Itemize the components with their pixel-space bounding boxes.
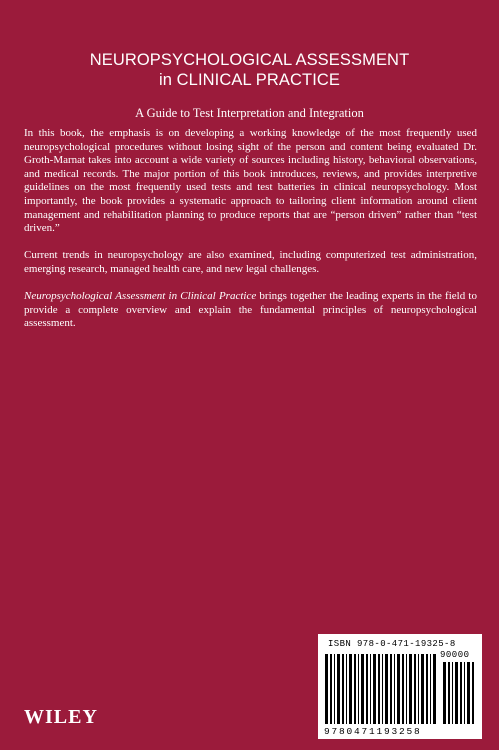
description-paragraph-1: In this book, the emphasis is on developing a working knowledge of the most frequently used neuropsychological procedures without losing sight of the person and content being evaluated Dr. Groth-Marnat takes into account a wide variety of sources including history, behavioral observations, and medical records. The major portion of this book introduces, reviews, and provides interpretive guidelines on the most frequently used tests and test batteries in clinical neuropsychology. Most importantly, the book provides a systematic approach to tailoring client information around client management and rehabilitation planning to produce reports that are “person driven” rather than “test driven.” — [24, 127, 477, 235]
isbn-label: ISBN 978-0-471-19325-8 — [328, 639, 456, 649]
description-paragraph-2: Current trends in neuropsychology are also examined, including computerized test administration, emerging research, managed health care, and new legal challenges. — [24, 249, 477, 275]
book-subtitle: A Guide to Test Interpretation and Integration — [135, 106, 364, 120]
publisher-logo: WILEY — [24, 706, 98, 728]
book-title — [0, 50, 499, 90]
title-line-1: NEUROPSYCHOLOGICAL ASSESSMENT — [89, 51, 410, 69]
barcode-digits: 9780471193258 — [324, 726, 422, 737]
title-line-2: in CLINICAL PRACTICE — [158, 71, 341, 89]
description-paragraph-3 — [24, 290, 477, 331]
book-title-reference: Neuropsychological Assessment in Clinical Practice — [24, 290, 257, 303]
price-code: 90000 — [440, 650, 470, 660]
barcode-icon — [324, 654, 436, 726]
description-body — [24, 127, 477, 331]
barcode-box — [318, 634, 482, 739]
paragraph-3-text: brings together the leading experts in the field to provide a complete overview and explain the fundamental principles of neuropsychological assessment. — [24, 290, 477, 330]
price-barcode-icon — [442, 662, 476, 734]
